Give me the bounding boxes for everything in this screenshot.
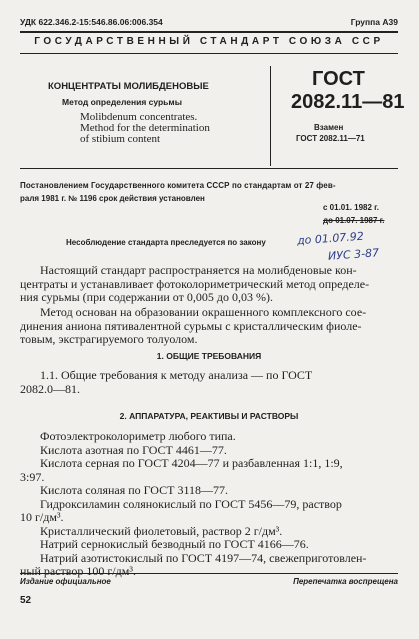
intro-p1-line-1: Настоящий стандарт распространяется на молибденовые кон- <box>40 263 357 277</box>
intro-paragraph-2 <box>20 306 398 347</box>
title-block-rule <box>20 168 398 169</box>
header-rule-bottom <box>20 53 398 54</box>
section-1-heading: 1. ОБЩИЕ ТРЕБОВАНИЯ <box>156 351 262 361</box>
document-subtitle: Метод определения сурьмы <box>62 97 182 107</box>
intro-p2-line-1: Метод основан на образовании окрашенного комплексного сое- <box>40 305 367 319</box>
intro-p1-line-2: центраты и устанавливает фотоколориметрический метод определе- <box>20 276 370 291</box>
reagent-item: Натрий азотистокислый по ГОСТ 4197—74, свежеприготовлен- <box>40 550 367 565</box>
noncompliance-notice: Несоблюдение стандарта преследуется по закону <box>66 238 266 247</box>
section-1-body <box>20 369 398 396</box>
gost-label: ГОСТ <box>312 68 365 90</box>
section-1-line-1: 1.1. Общие требования к методу анализа — по ГОСТ <box>40 368 313 382</box>
validity-until: до 01.07. 1987 г. <box>323 216 385 225</box>
english-title-line-3: of stibium content <box>80 133 161 145</box>
reagent-item: Гидроксиламин солянокислый по ГОСТ 5456—79, раствор <box>40 496 342 511</box>
intro-paragraph-1 <box>20 264 398 305</box>
handwritten-amendment: ИУС 3-87 <box>327 246 380 263</box>
title-divider <box>270 66 271 166</box>
header-rule-top <box>20 31 398 33</box>
reagent-item: Кислота азотная по ГОСТ 4461—77. <box>40 442 227 457</box>
decree-line-1: Постановлением Государственного комитета СССР по стандартам от 27 фев- <box>20 181 336 190</box>
intro-p2-line-2: динения аниона пятивалентной сурьмы с кристаллическим фиоле- <box>20 318 362 333</box>
reagent-item: Кислота соляная по ГОСТ 3118—77. <box>40 483 229 497</box>
reagent-item: 3:97. <box>20 469 45 484</box>
state-standard-banner: ГОСУДАРСТВЕННЫЙ СТАНДАРТ СОЮЗА ССР <box>34 36 384 47</box>
footer-rule <box>20 573 398 574</box>
page-number: 52 <box>20 595 32 606</box>
group-code: Группа А39 <box>350 17 398 27</box>
english-title-line-2: Method for the determination <box>80 122 210 134</box>
reagent-item: Кристаллический фиолетовый, раствор 2 г/дм³. <box>40 523 283 538</box>
section-2-heading: 2. АППАРАТУРА, РЕАКТИВЫ И РАСТВОРЫ <box>119 411 299 421</box>
section-1-line-2: 2082.0—81. <box>20 381 80 396</box>
replaces-standard: ГОСТ 2082.11—71 <box>296 134 365 143</box>
reagent-item: 10 г/дм³. <box>20 510 64 524</box>
intro-p2-line-3: товым, экстрагируемого толуолом. <box>20 332 198 346</box>
reagent-item: ный раствор 100 г/дм³. <box>20 564 136 578</box>
intro-p1-line-3: ния сурьмы (при содержании от 0,005 до 0,03 %). <box>20 290 273 304</box>
reagent-item: Кислота серная по ГОСТ 4204—77 и разбавленная 1:1, 1:9, <box>40 456 343 470</box>
reprint-prohibited: Перепечатка воспрещена <box>293 577 398 586</box>
gost-number: 2082.11—81 <box>291 91 405 113</box>
replaces-label: Взамен <box>314 123 344 132</box>
official-edition: Издание официальное <box>20 577 111 586</box>
reagent-item: Натрий сернокислый безводный по ГОСТ 4166—76. <box>40 537 309 551</box>
udk-code: УДК 622.346.2-15:546.86.06:006.354 <box>20 17 163 27</box>
handwritten-extension: до 01.07.92 <box>296 229 365 248</box>
validity-from: с 01.01. 1982 г. <box>323 203 379 212</box>
decree-line-2: раля 1981 г. № 1196 срок действия установлен <box>20 194 205 203</box>
english-title-line-1: Molibdenum concentrates. <box>80 111 198 123</box>
document-title: КОНЦЕНТРАТЫ МОЛИБДЕНОВЫЕ <box>48 81 209 92</box>
reagent-item: Фотоэлектроколориметр любого типа. <box>40 429 236 443</box>
section-2-body <box>20 430 398 579</box>
